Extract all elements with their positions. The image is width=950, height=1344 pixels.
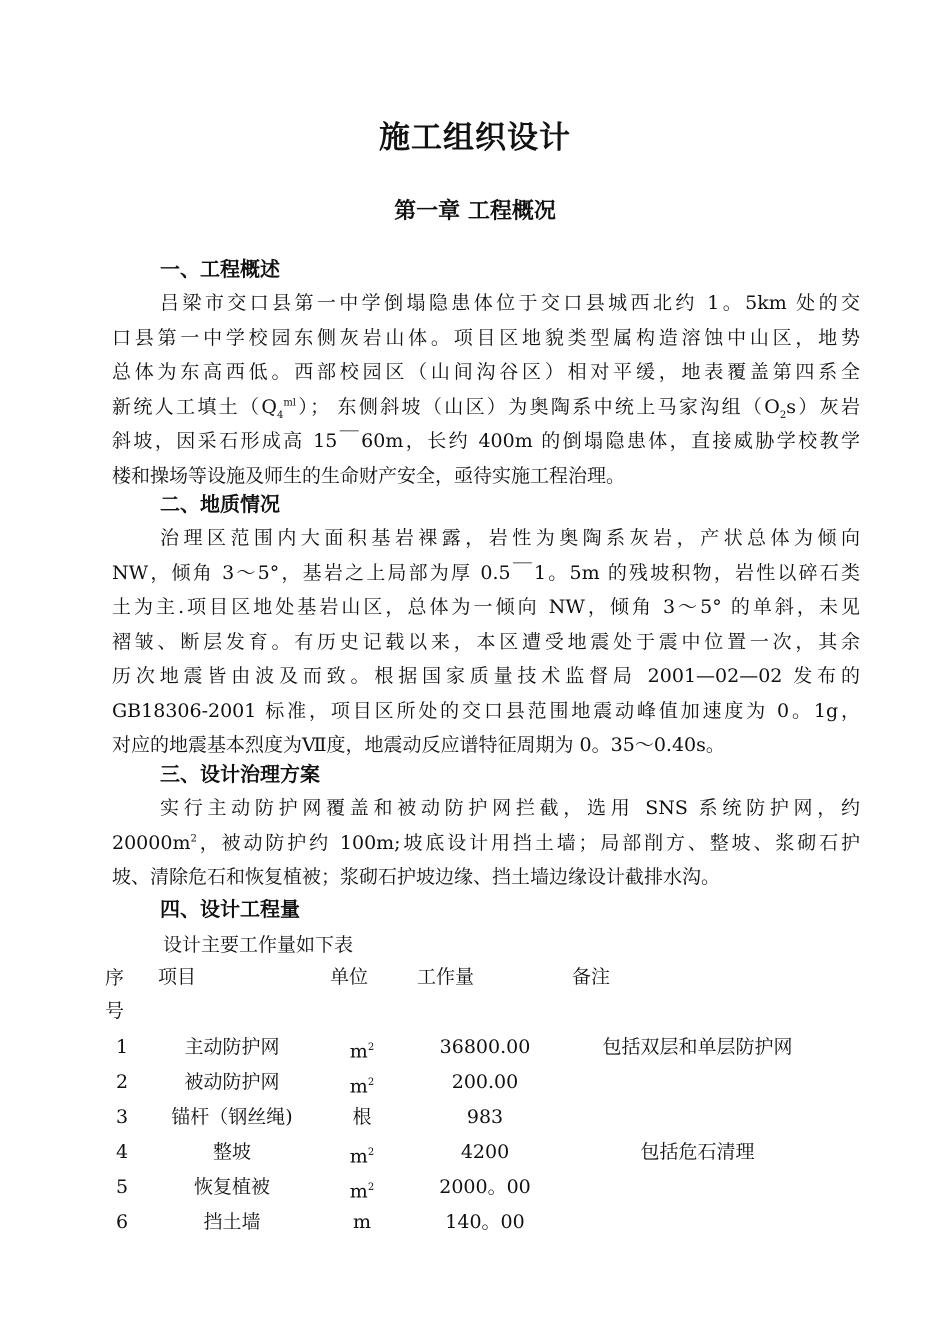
row-no: 5 [115,1176,129,1198]
section-body-geology [112,521,860,763]
row-unit-cell [332,1170,392,1209]
table-row [100,1135,860,1170]
row-item: 被动防护网 [184,1071,280,1093]
row-qty: 140。00 [445,1211,525,1233]
row-note: 包括双层和单层防护网 [602,1036,793,1058]
paragraph-line [112,826,860,861]
section-heading-geology: 二、地质情况 [160,492,280,516]
paragraph-line: 土为主.项目区地处基岩山区，总体为一倾向 NW，倾角 3～5° 的单斜，未见 [112,596,860,618]
paragraph-line: 吕梁市交口县第一中学倒塌隐患体位于交口县城西北约 1。5km 处的交 [160,292,860,314]
quantities-table [100,962,860,1240]
table-row [100,1065,860,1100]
table-row [100,1100,860,1135]
row-unit-cell [332,1135,392,1174]
table-header [100,962,860,1030]
header-qty: 工作量 [417,966,475,988]
q-superscript: ml [283,397,296,409]
row-qty: 4200 [460,1141,510,1163]
paragraph-line: GB18306-2001 标准，项目区所处的交口县范围地震动峰值加速度为 0。1g， [112,699,860,722]
row-unit-superscript: 2 [367,1147,375,1158]
header-note: 备注 [572,966,611,988]
table-body [100,1030,860,1240]
row-qty: 983 [466,1106,504,1128]
paragraph-line: 实行主动防护网覆盖和被动防护网拦截，选用 SNS 系统防护网，约 [160,797,860,819]
row-unit: m [349,1145,368,1168]
section-heading-scheme: 三、设计治理方案 [160,762,320,786]
area-value-prefix: 20000m [112,831,191,854]
row-no: 2 [115,1071,129,1093]
row-item: 挡土墙 [203,1211,261,1233]
paragraph-line: 对应的地震基本烈度为Ⅶ度，地震动反应谱特征周期为 0。35～0.40s。 [112,734,725,756]
row-unit-superscript: 2 [367,1042,375,1053]
table-row [100,1170,860,1205]
row-unit: m [349,1180,368,1203]
row-unit: m [349,1075,368,1098]
paragraph-line: 褶皱、断层发育。有历史记载以来，本区遭受地震处于震中位置一次，其余 [112,630,860,653]
chapter-title: 第一章 工程概况 [394,199,556,224]
row-note: 包括危石清理 [640,1141,755,1163]
row-unit-cell [332,1030,392,1069]
paragraph-line: NW，倾角 3～5°，基岩之上局部为厚 0.5￣1。5m 的残坡积物，岩性以碎石类 [112,561,860,584]
row-item: 恢复植被 [193,1176,270,1198]
row-unit-superscript: 2 [367,1077,375,1088]
paragraph-line [112,390,860,425]
row-unit: m [352,1211,372,1233]
row-item: 主动防护网 [184,1036,280,1058]
row-unit-cell [332,1205,392,1240]
q-subscript: 4 [276,409,284,421]
paragraph-line: 总体为东高西低。西部校园区（山间沟谷区）相对平缓，地表覆盖第四系全 [112,361,860,383]
row-unit-cell [332,1100,392,1135]
row-unit: 根 [352,1106,372,1128]
row-qty: 36800.00 [439,1036,531,1058]
paragraph-line: 楼和操场等设施及师生的生命财产安全，亟待实施工程治理。 [112,464,626,487]
row-qty: 2000。00 [439,1176,531,1198]
row-unit-cell [332,1065,392,1104]
row-qty: 200.00 [451,1071,519,1093]
section-body-overview [112,286,860,493]
o-subscript: 2 [779,409,787,421]
table-row [100,1205,860,1240]
row-no: 3 [115,1106,129,1128]
m2-superscript: 2 [190,833,197,845]
q-line-prefix: 新统人工填土（Q [112,395,277,418]
section-heading-overview: 一、工程概述 [160,257,280,281]
paragraph-line: 斜坡，因采石形成高 15￣60m，长约 400m 的倒塌隐患体，直接威胁学校教学 [112,430,860,452]
paragraph-line: 坡、清除危石和恢复植被；浆砌石护坡边缘、挡土墙边缘设计截排水沟。 [112,866,721,888]
section-body-scheme [112,791,860,895]
table-intro: 设计主要工作量如下表 [163,934,354,956]
table-row [100,1030,860,1065]
paragraph-line: 口县第一中学校园东侧灰岩山体。项目区地貌类型属构造溶蚀中山区，地势 [112,326,860,349]
header-item: 项目 [158,966,197,988]
header-unit: 单位 [330,966,369,988]
area-line-suffix: ，被动防护约 100m;坡底设计用挡土墙；局部削方、整坡、浆砌石护 [196,831,860,854]
paragraph-line: 历次地震皆由波及而致。根据国家质量技术监督局 2001—02—02 发布的 [112,665,860,687]
q-line-mid: ）； 东侧斜坡（山区）为奥陶系中统上马家沟组（O [296,395,780,418]
row-unit-superscript: 2 [367,1182,375,1193]
row-no: 4 [115,1141,129,1163]
row-no: 6 [115,1211,129,1233]
row-item: 锚杆（钢丝绳) [171,1106,293,1128]
row-no: 1 [115,1036,129,1058]
q-line-suffix: s）灰岩 [786,395,860,418]
row-unit: m [349,1040,368,1063]
header-no: 序号 [105,967,125,1022]
document-title: 施工组织设计 [379,120,571,156]
row-item: 整坡 [212,1141,251,1163]
section-heading-quantities: 四、设计工程量 [160,897,300,921]
paragraph-line: 治理区范围内大面积基岩裸露，岩性为奥陶系灰岩，产状总体为倾向 [160,527,860,549]
